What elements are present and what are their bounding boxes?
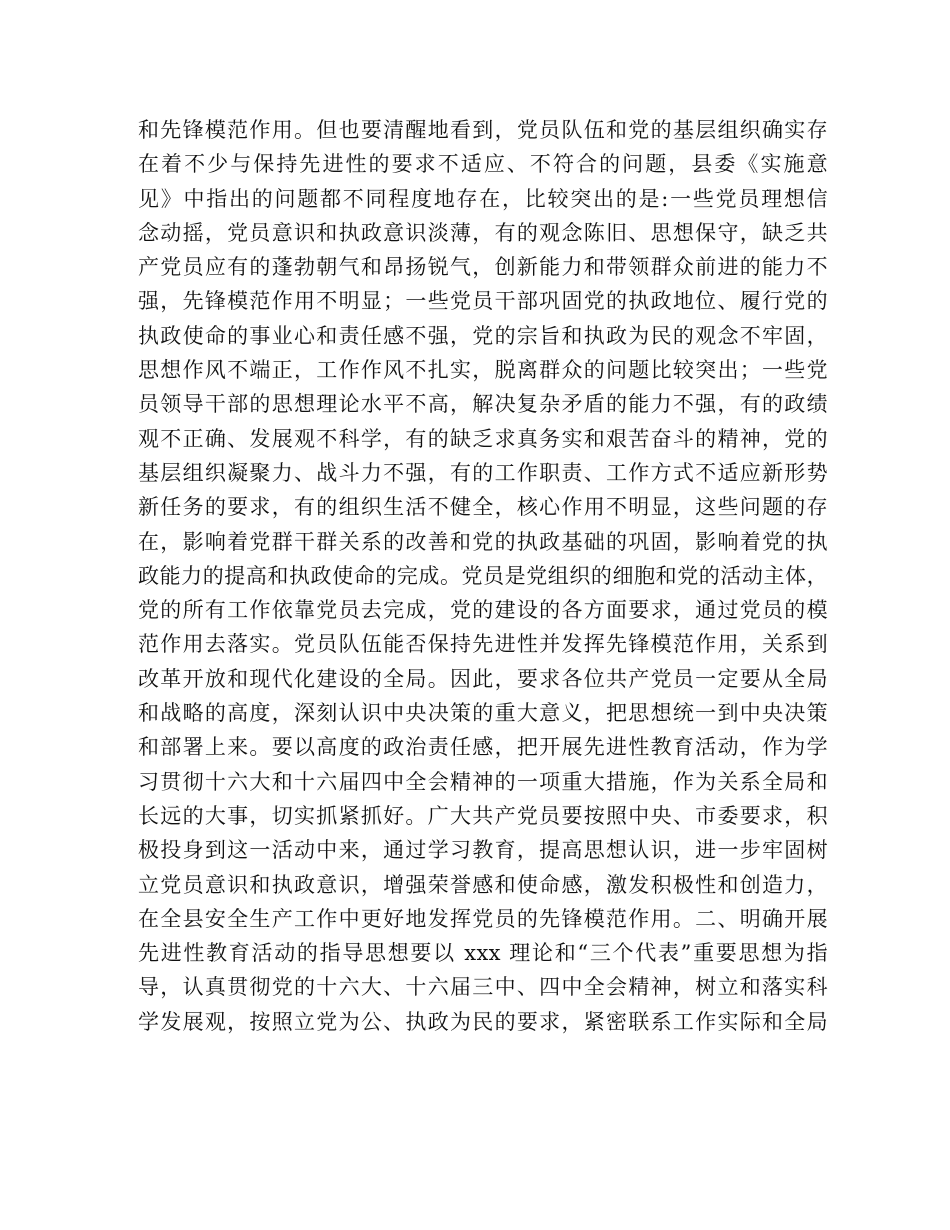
text-line: 先进性教育活动的指导思想要以 xxx 理论和“三个代表”重要思想为指 [138, 941, 828, 966]
text-line: 立党员意识和执政意识，增强荣誉感和使命感，激发积极性和创造力， [138, 872, 828, 897]
text-line: 长远的大事，切实抓紧抓好。广大共产党员要按照中央、市委要求，积 [138, 803, 828, 828]
text-line: 导，认真贯彻党的十六大、十六届三中、四中全会精神，树立和落实科 [138, 975, 828, 1000]
text-line: 思想作风不端正，工作作风不扎实，脱离群众的问题比较突出；一些党 [138, 358, 828, 383]
text-line: 习贯彻十六大和十六届四中全会精神的一项重大措施，作为关系全局和 [138, 769, 828, 794]
text-line: 在着不少与保持先进性的要求不适应、不符合的问题，县委《实施意 [138, 152, 828, 177]
text-line: 党的所有工作依靠党员去完成，党的建设的各方面要求，通过党员的模 [138, 598, 828, 623]
text-line: 观不正确、发展观不科学，有的缺乏求真务实和艰苦奋斗的精神，党的 [138, 426, 828, 451]
text-line: 改革开放和现代化建设的全局。因此，要求各位共产党员一定要从全局 [138, 666, 828, 691]
text-line: 和部署上来。要以高度的政治责任感，把开展先进性教育活动，作为学 [138, 735, 828, 760]
text-line: 范作用去落实。党员队伍能否保持先进性并发挥先锋模范作用，关系到 [138, 632, 828, 657]
text-line: 执政使命的事业心和责任感不强，党的宗旨和执政为民的观念不牢固， [138, 323, 828, 348]
text-line: 和先锋模范作用。但也要清醒地看到，党员队伍和党的基层组织确实存 [138, 118, 828, 142]
text-line: 产党员应有的蓬勃朝气和昂扬锐气，创新能力和带领群众前进的能力不 [138, 255, 828, 280]
text-line: 学发展观，按照立党为公、执政为民的要求，紧密联系工作实际和全局 [138, 1009, 828, 1034]
text-line: 基层组织凝聚力、战斗力不强，有的工作职责、工作方式不适应新形势 [138, 460, 828, 485]
text-line: 强，先锋模范作用不明显；一些党员干部巩固党的执政地位、履行党的 [138, 289, 828, 314]
text-line: 政能力的提高和执政使命的完成。党员是党组织的细胞和党的活动主体， [138, 563, 828, 588]
text-line: 在全县安全生产工作中更好地发挥党员的先锋模范作用。二、明确开展 [138, 906, 828, 931]
text-line: 新任务的要求，有的组织生活不健全，核心作用不明显，这些问题的存 [138, 495, 828, 520]
text-line: 在，影响着党群干群关系的改善和党的执政基础的巩固，影响着党的执 [138, 529, 828, 554]
text-line: 见》中指出的问题都不同程度地存在，比较突出的是:一些党员理想信 [138, 186, 828, 211]
body-paragraph [138, 113, 828, 1039]
text-line: 极投身到这一活动中来，通过学习教育，提高思想认识，进一步牢固树 [138, 838, 828, 863]
text-line: 念动摇，党员意识和执政意识淡薄，有的观念陈旧、思想保守，缺乏共 [138, 220, 828, 245]
text-line: 和战略的高度，深刻认识中央决策的重大意义，把思想统一到中央决策 [138, 701, 828, 726]
text-line: 员领导干部的思想理论水平不高，解决复杂矛盾的能力不强，有的政绩 [138, 392, 828, 417]
